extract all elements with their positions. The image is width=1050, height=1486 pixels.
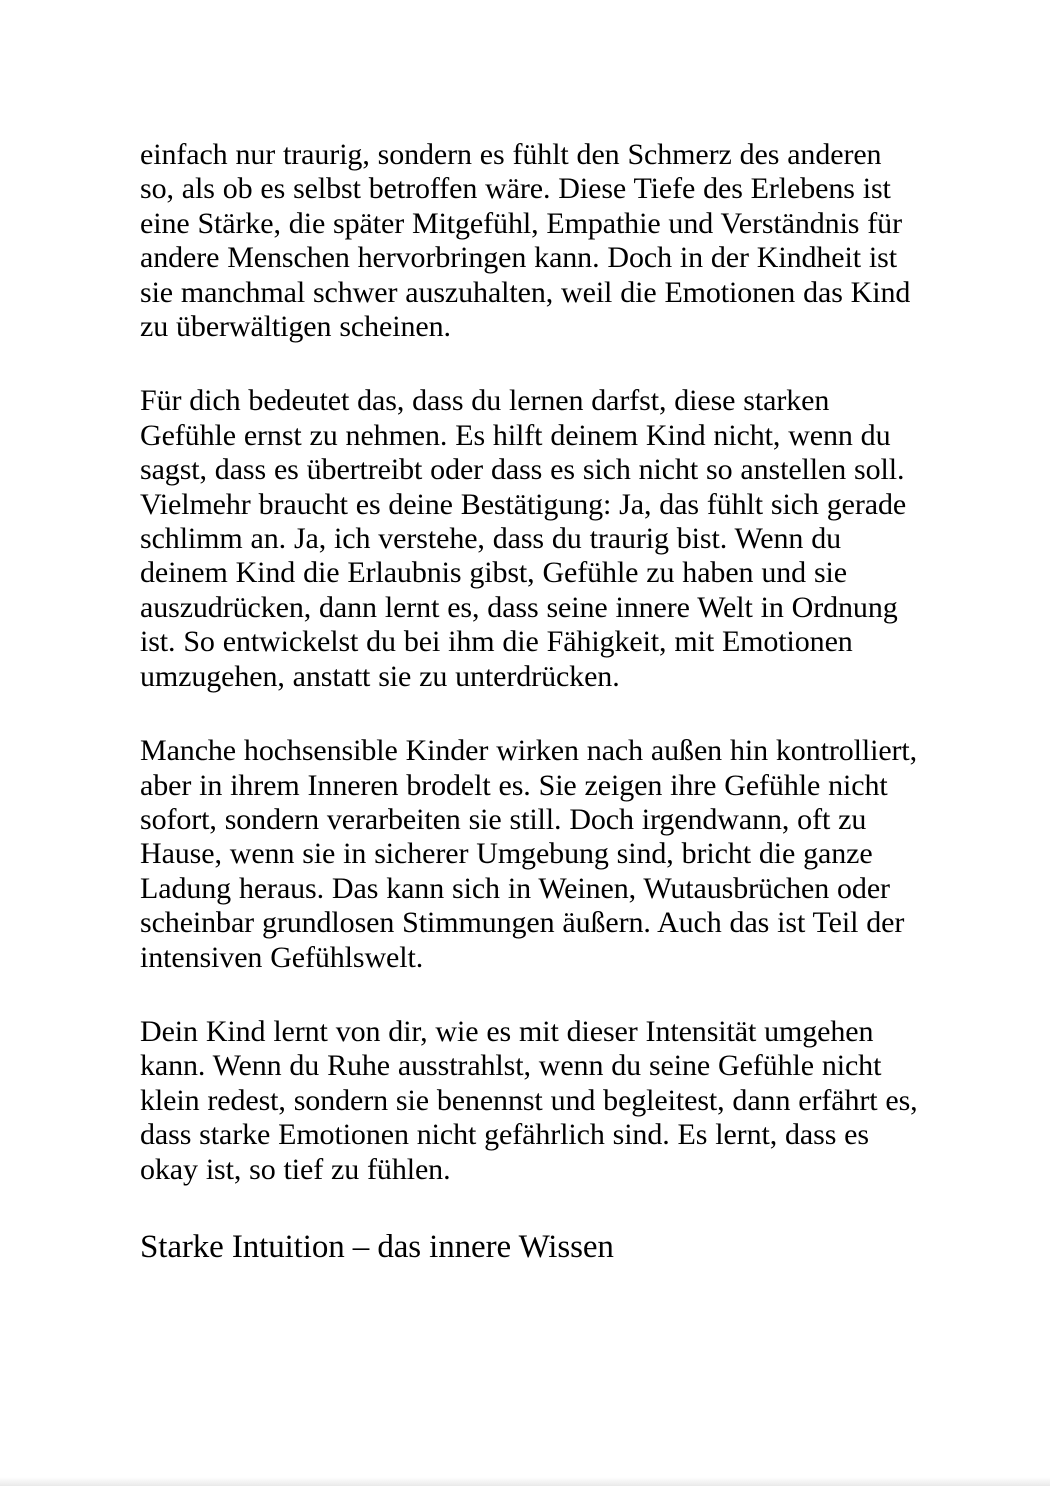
page-content [140,138,918,1267]
page-bottom-edge-shadow [0,1477,1050,1486]
paragraph-4: Dein Kind lernt von dir, wie es mit dieser Intensität umgehen kann. Wenn du Ruhe ausstrahlst, wenn du seine Gefühle nicht klein redest, sondern sie benennst und begleitest, dann erfährt es, dass starke Emotionen nicht gefährlich sind. Es lernt, dass es okay ist, so tief zu fühlen. [140,1014,918,1186]
paragraph-2: Für dich bedeutet das, dass du lernen darfst, diese starken Gefühle ernst zu nehmen. Es hilft deinem Kind nicht, wenn du sagst, dass es übertreibt oder dass es sich nicht so anstellen soll. Vielmehr braucht es deine Bestätigung: Ja, das fühlt sich gerade schlimm an. Ja, ich verstehe, dass du traurig bist. Wenn du deinem Kind die Erlaubnis gibst, Gefühle zu haben und sie auszudrücken, dann lernt es, dass seine innere Welt in Ordnung ist. So entwickelst du bei ihm die Fähigkeit, mit Emotionen umzugehen, anstatt sie zu unterdrücken. [140,384,907,693]
paragraph-3: Manche hochsensible Kinder wirken nach außen hin kontrolliert, aber in ihrem Inneren brodelt es. Sie zeigen ihre Gefühle nicht sofort, sondern verarbeiten sie still. Doch irgendwann, oft zu Hause, wenn sie in sicherer Umgebung sind, bricht die ganze Ladung heraus. Das kann sich in Weinen, Wutausbrüchen oder scheinbar grundlosen Stimmungen äußern. Auch das ist Teil der intensiven Gefühlswelt. [140,734,918,974]
section-heading: Starke Intuition – das innere Wissen [140,1228,614,1265]
paragraph-1: einfach nur traurig, sondern es fühlt den Schmerz des anderen so, als ob es selbst betroffen wäre. Diese Tiefe des Erlebens ist eine Stärke, die später Mitgefühl, Empathie und Verständnis für andere Menschen hervorbringen kann. Doch in der Kindheit ist sie manchmal schwer auszuhalten, weil die Emotionen das Kind zu überwältigen scheinen. [140,138,911,344]
